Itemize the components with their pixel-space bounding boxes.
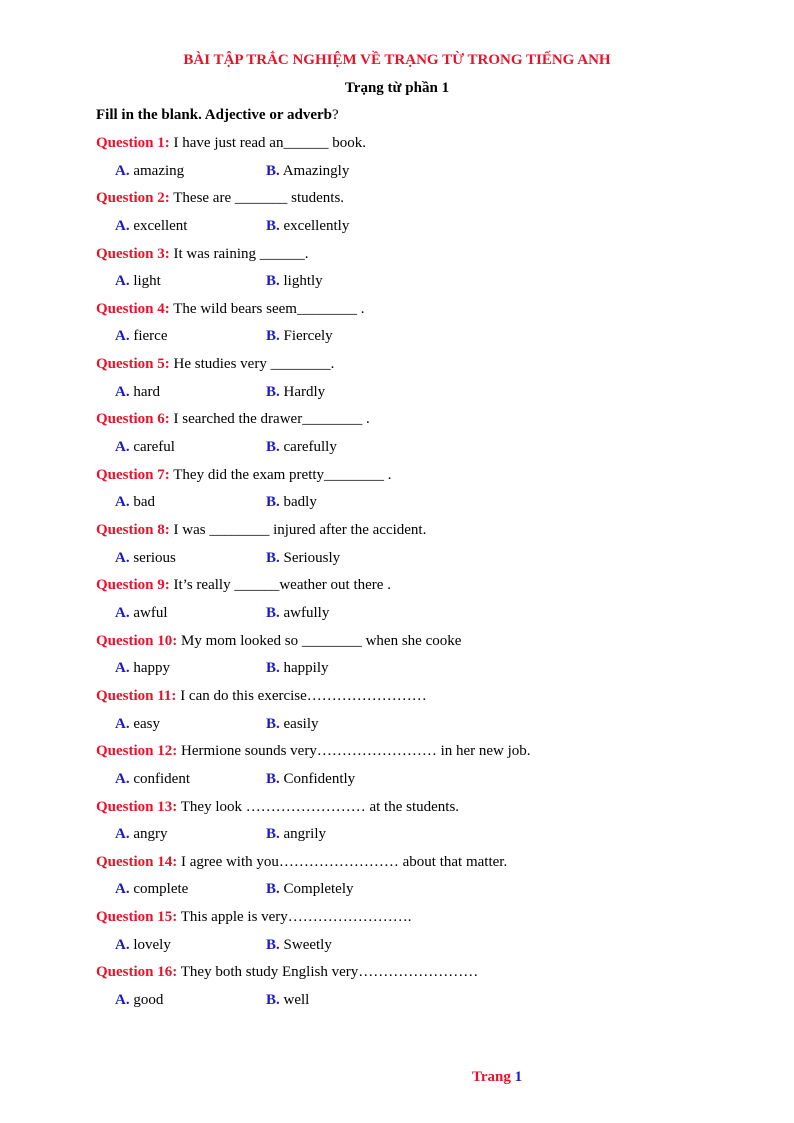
question-text: This apple is very……………………. (177, 909, 412, 926)
page-number: 1 (514, 1069, 523, 1085)
answer-options (96, 438, 746, 456)
option-a-key: A. (115, 660, 130, 677)
option-b-key: B. (266, 549, 280, 566)
question-text: I can do this exercise…………………… (176, 687, 427, 704)
option-b-key: B. (266, 494, 280, 511)
answer-options (96, 327, 746, 345)
question-item (96, 521, 746, 576)
option-b-text: Hardly (279, 383, 326, 400)
option-a-text: awful (129, 604, 168, 621)
option-a-key: A. (115, 439, 130, 456)
option-a[interactable] (115, 217, 187, 235)
option-b[interactable] (266, 880, 354, 898)
option-b[interactable] (266, 936, 332, 954)
option-a-key: A. (115, 328, 130, 345)
option-a-key: A. (115, 273, 130, 290)
question-label: Question 12: (96, 743, 178, 760)
option-a-key: A. (115, 217, 130, 234)
option-b[interactable] (266, 217, 349, 235)
question-item (96, 687, 746, 742)
question-label: Question 10: (96, 632, 178, 649)
option-a-text: amazing (129, 162, 185, 179)
option-a-text: careful (129, 439, 175, 456)
question-text: My mom looked so ________ when she cooke (177, 632, 462, 649)
question-text: I was ________ injured after the accident. (169, 522, 427, 539)
instruction-text: Fill in the blank. Adjective or adverb (96, 107, 332, 123)
question-stem (96, 963, 746, 991)
option-a-key: A. (115, 881, 130, 898)
option-b[interactable] (266, 383, 325, 401)
question-item (96, 189, 746, 244)
option-a-key: A. (115, 715, 130, 732)
option-a-text: angry (129, 826, 168, 843)
answer-options (96, 162, 746, 180)
instruction-question-mark: ? (331, 107, 339, 123)
answer-options (96, 715, 746, 733)
option-a[interactable] (115, 438, 175, 456)
option-b-key: B. (266, 826, 280, 843)
option-b-key: B. (266, 660, 280, 677)
option-b[interactable] (266, 438, 337, 456)
question-text: These are _______ students. (169, 190, 345, 207)
option-b-key: B. (266, 770, 280, 787)
question-stem (96, 798, 746, 826)
option-b-text: awfully (279, 604, 330, 621)
option-b-text: happily (279, 660, 329, 677)
option-a-key: A. (115, 770, 130, 787)
answer-options (96, 991, 746, 1009)
option-a[interactable] (115, 272, 161, 290)
question-stem (96, 134, 746, 162)
question-text: The wild bears seem________ . (169, 300, 365, 317)
answer-options (96, 383, 746, 401)
question-label: Question 15: (96, 909, 178, 926)
option-b-text: carefully (279, 439, 337, 456)
option-a[interactable] (115, 327, 167, 345)
option-a-text: happy (129, 660, 171, 677)
option-b[interactable] (266, 493, 317, 511)
option-a[interactable] (115, 715, 160, 733)
question-item (96, 632, 746, 687)
option-a-key: A. (115, 826, 130, 843)
question-stem (96, 908, 746, 936)
question-label: Question 4: (96, 300, 170, 317)
option-a[interactable] (115, 659, 170, 677)
question-item (96, 134, 746, 189)
answer-options (96, 770, 746, 788)
question-stem (96, 632, 746, 660)
option-a[interactable] (115, 825, 168, 843)
question-label: Question 2: (96, 190, 170, 207)
option-a-text: hard (129, 383, 160, 400)
question-item (96, 466, 746, 521)
question-item (96, 576, 746, 631)
question-item (96, 245, 746, 300)
answer-options (96, 604, 746, 622)
question-label: Question 14: (96, 853, 178, 870)
option-b-text: Fiercely (279, 328, 333, 345)
answer-options (96, 659, 746, 677)
option-b[interactable] (266, 770, 355, 788)
option-b-key: B. (266, 881, 280, 898)
page-title: BÀI TẬP TRẮC NGHIỆM VỀ TRẠNG TỪ TRONG TIẾNG ANH (183, 52, 611, 68)
question-stem (96, 410, 746, 438)
option-b-text: Sweetly (279, 936, 332, 953)
option-b[interactable] (266, 604, 329, 622)
option-b-key: B. (266, 715, 280, 732)
answer-options (96, 493, 746, 511)
option-a[interactable] (115, 383, 160, 401)
option-a-text: easy (129, 715, 160, 732)
option-b-key: B. (266, 217, 280, 234)
option-b[interactable] (266, 825, 326, 843)
question-stem (96, 576, 746, 604)
answer-options (96, 880, 746, 898)
question-stem (96, 687, 746, 715)
question-text: I have just read an______ book. (169, 135, 366, 151)
question-text: It was raining ______. (169, 245, 309, 262)
answer-options (96, 549, 746, 567)
option-b-text: badly (279, 494, 317, 511)
page-label: Trang (472, 1069, 511, 1085)
question-stem (96, 300, 746, 328)
option-a-text: fierce (129, 328, 168, 345)
question-label: Question 16: (96, 964, 178, 981)
option-b-key: B. (266, 273, 280, 290)
option-a[interactable] (115, 936, 171, 954)
question-stem (96, 355, 746, 383)
option-b-text: well (279, 992, 310, 1009)
question-stem (96, 466, 746, 494)
option-a-text: good (129, 992, 164, 1009)
page-subtitle: Trạng từ phần 1 (344, 80, 450, 96)
question-item (96, 853, 746, 908)
page-footer (472, 1069, 522, 1086)
answer-options (96, 272, 746, 290)
option-a-key: A. (115, 992, 130, 1009)
option-a[interactable] (115, 770, 190, 788)
option-b-text: Confidently (279, 770, 356, 787)
option-a[interactable] (115, 880, 188, 898)
question-label: Question 8: (96, 522, 170, 539)
question-item (96, 742, 746, 797)
question-stem (96, 245, 746, 273)
option-a[interactable] (115, 162, 184, 180)
option-b[interactable] (266, 715, 319, 733)
option-b[interactable] (266, 991, 309, 1009)
question-text: I agree with you…………………… about that matter. (177, 853, 508, 870)
option-b-key: B. (266, 604, 280, 621)
option-b-text: Completely (279, 881, 354, 898)
question-item (96, 798, 746, 853)
option-b[interactable] (266, 162, 349, 180)
question-stem (96, 521, 746, 549)
option-a[interactable] (115, 991, 163, 1009)
question-item (96, 410, 746, 465)
option-b-key: B. (266, 162, 280, 179)
question-text: They did the exam pretty________ . (169, 466, 392, 483)
question-item (96, 355, 746, 410)
option-b-key: B. (266, 992, 280, 1009)
option-b-text: lightly (279, 273, 323, 290)
question-stem (96, 189, 746, 217)
question-label: Question 5: (96, 356, 170, 373)
option-a-text: serious (129, 549, 176, 566)
option-a-text: complete (129, 881, 189, 898)
option-a-text: light (129, 273, 161, 290)
option-a-key: A. (115, 494, 130, 511)
question-label: Question 11: (96, 687, 177, 704)
question-text: He studies very ________. (169, 356, 335, 373)
option-b[interactable] (266, 327, 333, 345)
option-a[interactable] (115, 493, 155, 511)
answer-options (96, 217, 746, 235)
option-b-key: B. (266, 383, 280, 400)
question-label: Question 7: (96, 466, 170, 483)
option-b-text: excellently (279, 217, 350, 234)
question-stem (96, 853, 746, 881)
question-label: Question 9: (96, 577, 170, 594)
question-text: They look …………………… at the students. (177, 798, 460, 815)
question-item (96, 963, 746, 1018)
option-b-key: B. (266, 328, 280, 345)
option-b-text: Amazingly (279, 162, 350, 179)
option-a-key: A. (115, 549, 130, 566)
option-a-key: A. (115, 604, 130, 621)
question-text: I searched the drawer________ . (169, 411, 370, 428)
option-b[interactable] (266, 659, 329, 677)
answer-options (96, 936, 746, 954)
option-b-key: B. (266, 936, 280, 953)
option-b-text: Seriously (279, 549, 341, 566)
question-item (96, 908, 746, 963)
option-a[interactable] (115, 604, 168, 622)
question-list (96, 134, 746, 1019)
option-b-key: B. (266, 439, 280, 456)
option-b[interactable] (266, 272, 323, 290)
option-b[interactable] (266, 549, 340, 567)
option-a-text: lovely (129, 936, 171, 953)
option-a-text: confident (129, 770, 190, 787)
option-b-text: easily (279, 715, 319, 732)
option-a-key: A. (115, 162, 130, 179)
question-label: Question 13: (96, 798, 178, 815)
answer-options (96, 825, 746, 843)
question-text: They both study English very…………………… (177, 964, 479, 981)
question-label: Question 3: (96, 245, 170, 262)
instruction (96, 107, 339, 124)
option-a-text: bad (129, 494, 156, 511)
question-label: Question 6: (96, 411, 170, 428)
question-item (96, 300, 746, 355)
option-a[interactable] (115, 549, 176, 567)
question-text: Hermione sounds very…………………… in her new job. (177, 743, 531, 760)
question-label: Question 1: (96, 135, 170, 151)
option-b-text: angrily (279, 826, 327, 843)
question-stem (96, 742, 746, 770)
question-text: It’s really ______weather out there . (169, 577, 391, 594)
option-a-key: A. (115, 936, 130, 953)
option-a-text: excellent (129, 217, 188, 234)
option-a-key: A. (115, 383, 130, 400)
